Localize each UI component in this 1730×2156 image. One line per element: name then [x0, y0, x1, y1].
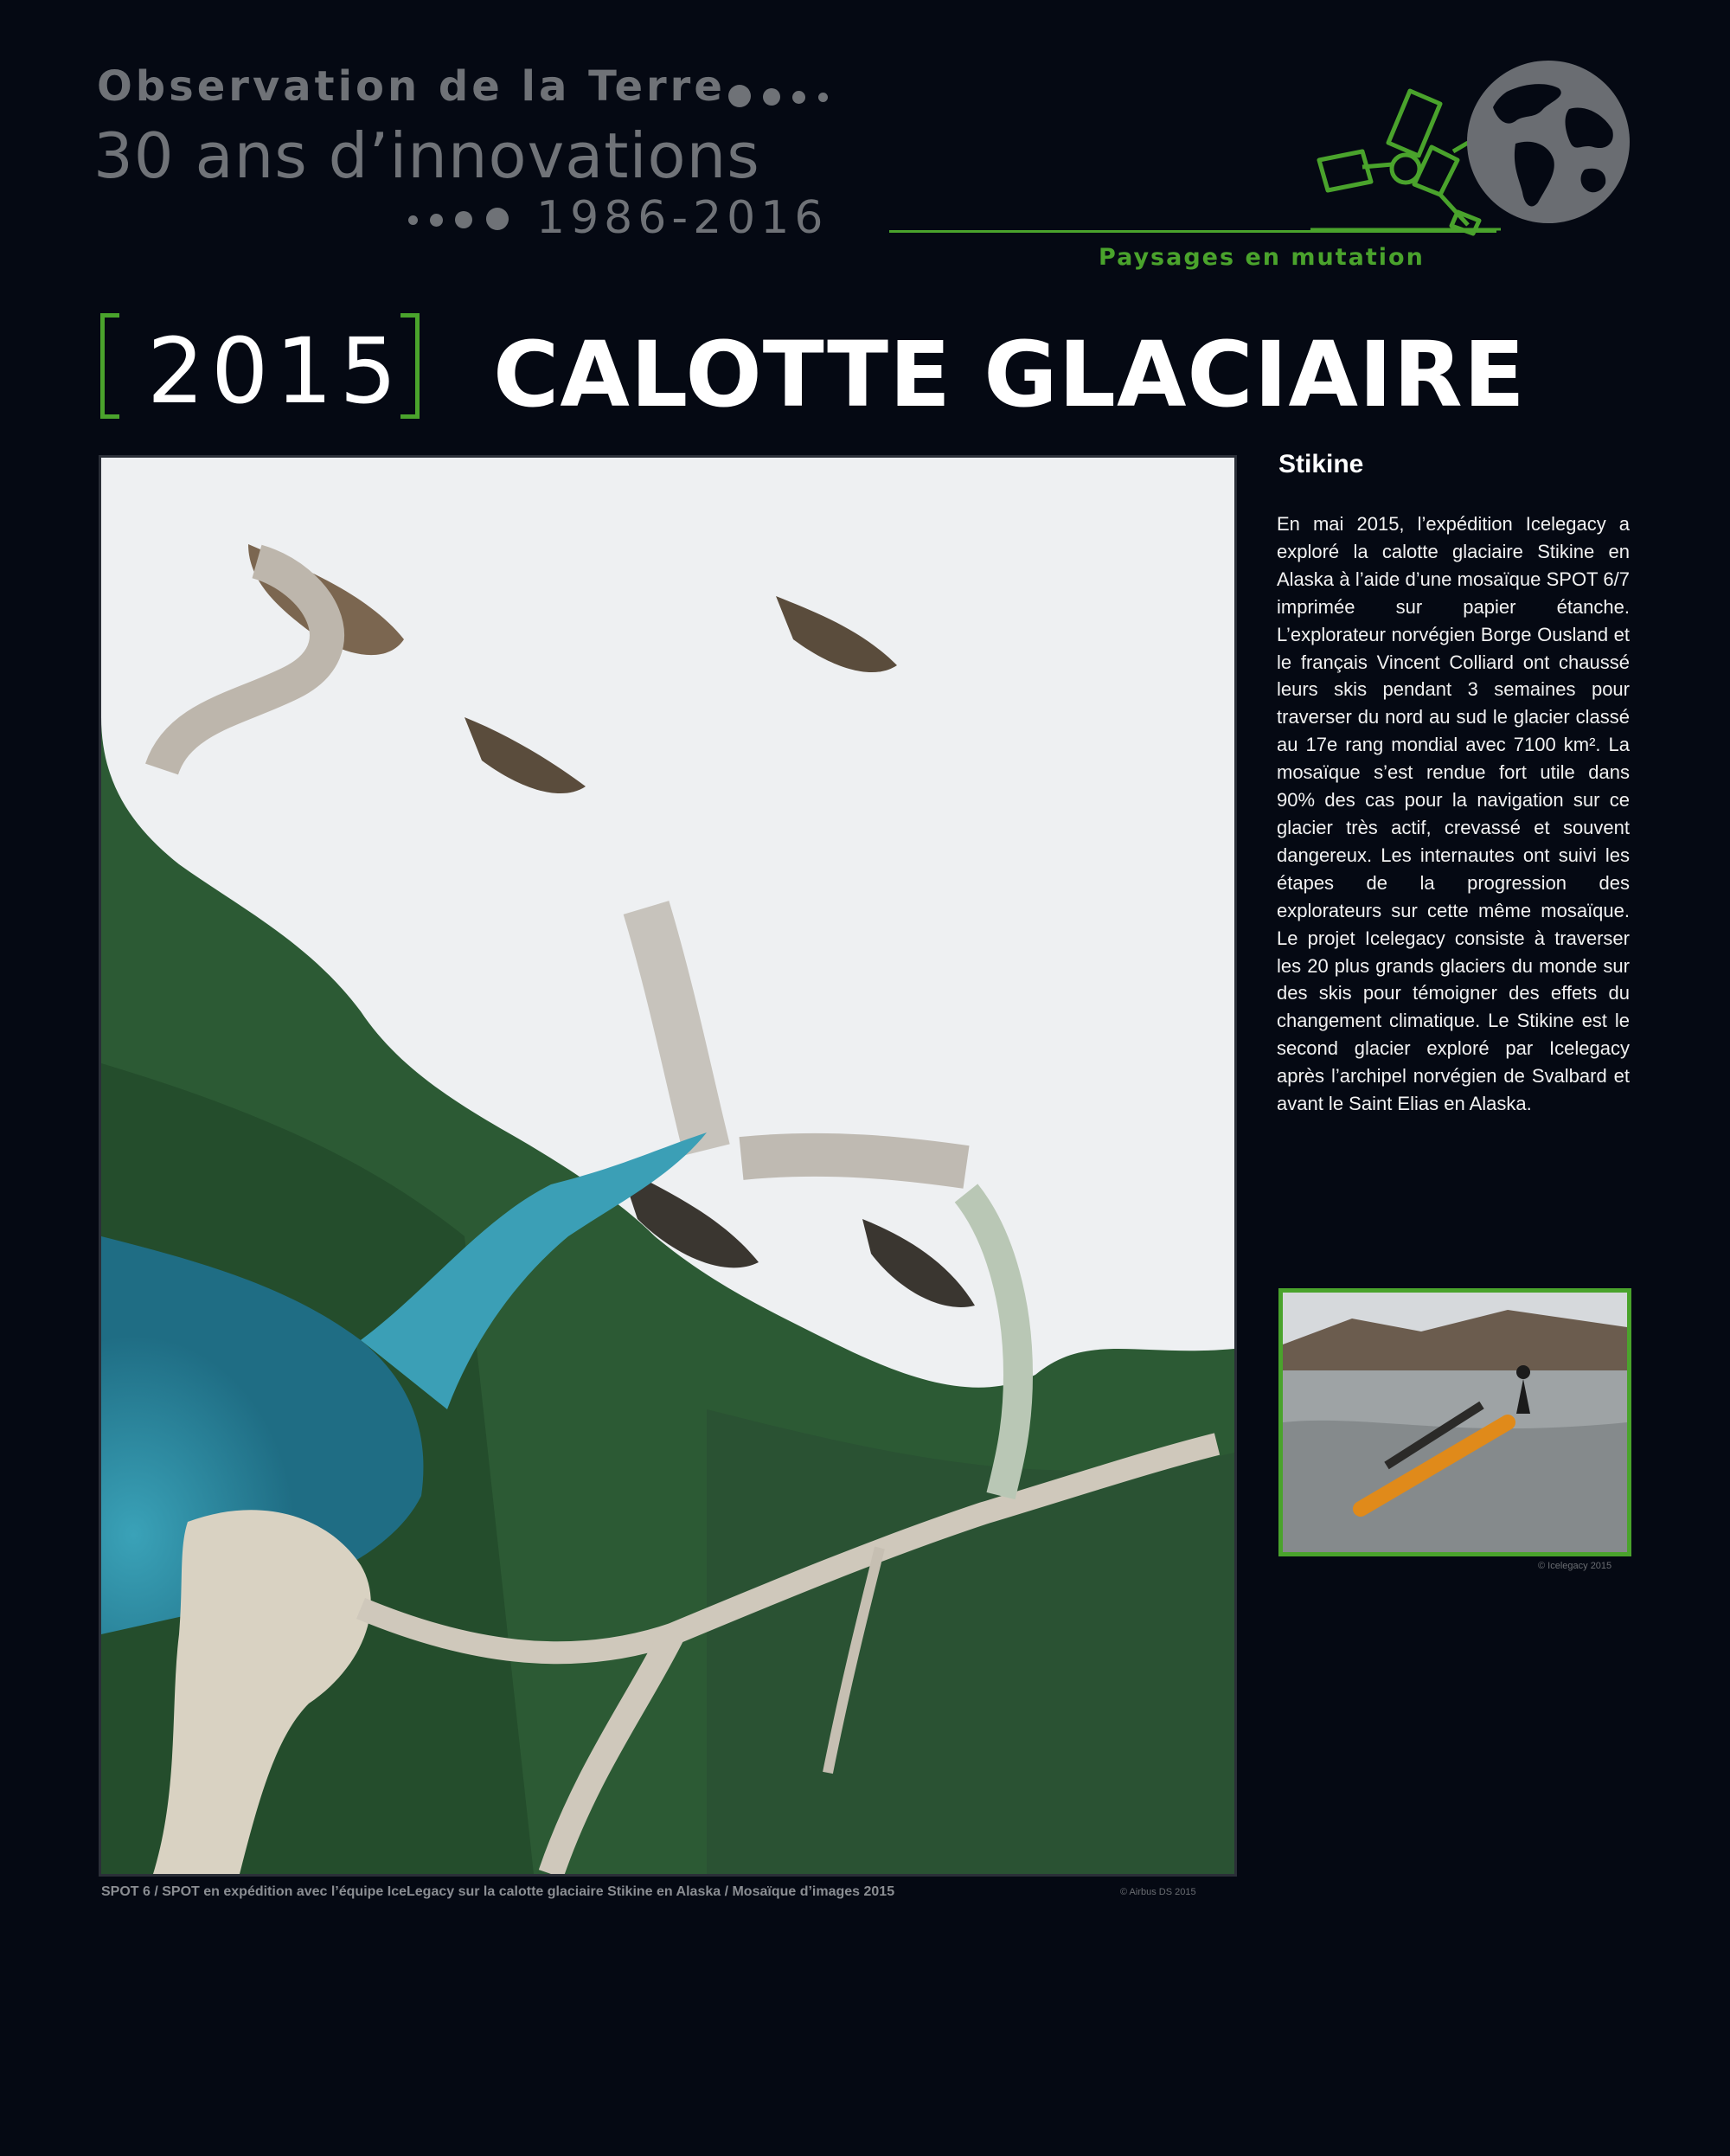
decorative-dot — [408, 215, 418, 225]
series-title-line1: Observation de la Terre — [97, 62, 726, 111]
photo-credit: © Icelegacy 2015 — [1538, 1561, 1612, 1571]
satellite-image — [99, 455, 1237, 1877]
series-title-line2: 30 ans d’innovations — [93, 119, 760, 192]
theme-label: Paysages en mutation — [1099, 244, 1425, 271]
image-caption: SPOT 6 / SPOT en expédition avec l’équipe IceLegacy sur la calotte glaciaire Stikine en Alaska / Mosaïque d’images 2015 — [101, 1884, 895, 1899]
section-subtitle: Stikine — [1278, 450, 1364, 478]
page-title: CALOTTE GLACIAIRE — [493, 322, 1526, 427]
decorative-dot — [455, 211, 472, 228]
body-text: En mai 2015, l’expédition Icelegacy a exploré la calotte glaciaire Stikine en Alaska à l’aide d’une mosaïque SPOT 6/7 imprimée sur papier étanche. L’explorateur norvégien Borge Ousland et le français Vincent Colliard ont chaussé leurs skis pendant 3 semaines pour traverser du nord au sud le glacier classé au 17e rang mondial avec 7100 km². La mosaïque s’est rendue fort utile dans 90% des cas pour la navigation sur ce glacier très actif, crevassé et souvent dangereux. Les internautes ont suivi les étapes de la progression des explorateurs sur cette même mosaïque. Le projet Icelegacy consiste à traverser les 20 plus grands glaciers du monde sur des skis pour témoigner des effets du changement climatique. Le Stikine est le second glacier exploré par Icelegacy après l’archipel norvégien de Svalbard et avant le Saint Elias en Alaska. — [1277, 513, 1630, 1115]
decorative-dot — [486, 208, 509, 230]
decorative-dot — [818, 93, 828, 102]
series-years: 1986-2016 — [536, 192, 829, 244]
globe-icon — [1464, 57, 1633, 227]
expedition-photo — [1278, 1288, 1631, 1556]
decorative-dot — [430, 214, 443, 227]
decorative-dot — [792, 91, 805, 104]
year: 2015 — [147, 318, 404, 424]
image-credit: © Airbus DS 2015 — [1120, 1887, 1196, 1897]
decorative-dot — [763, 88, 780, 106]
decorative-dot — [728, 85, 751, 107]
theme-rule — [889, 230, 1496, 233]
year-bracket-right — [400, 313, 420, 419]
year-bracket-left — [100, 313, 119, 419]
